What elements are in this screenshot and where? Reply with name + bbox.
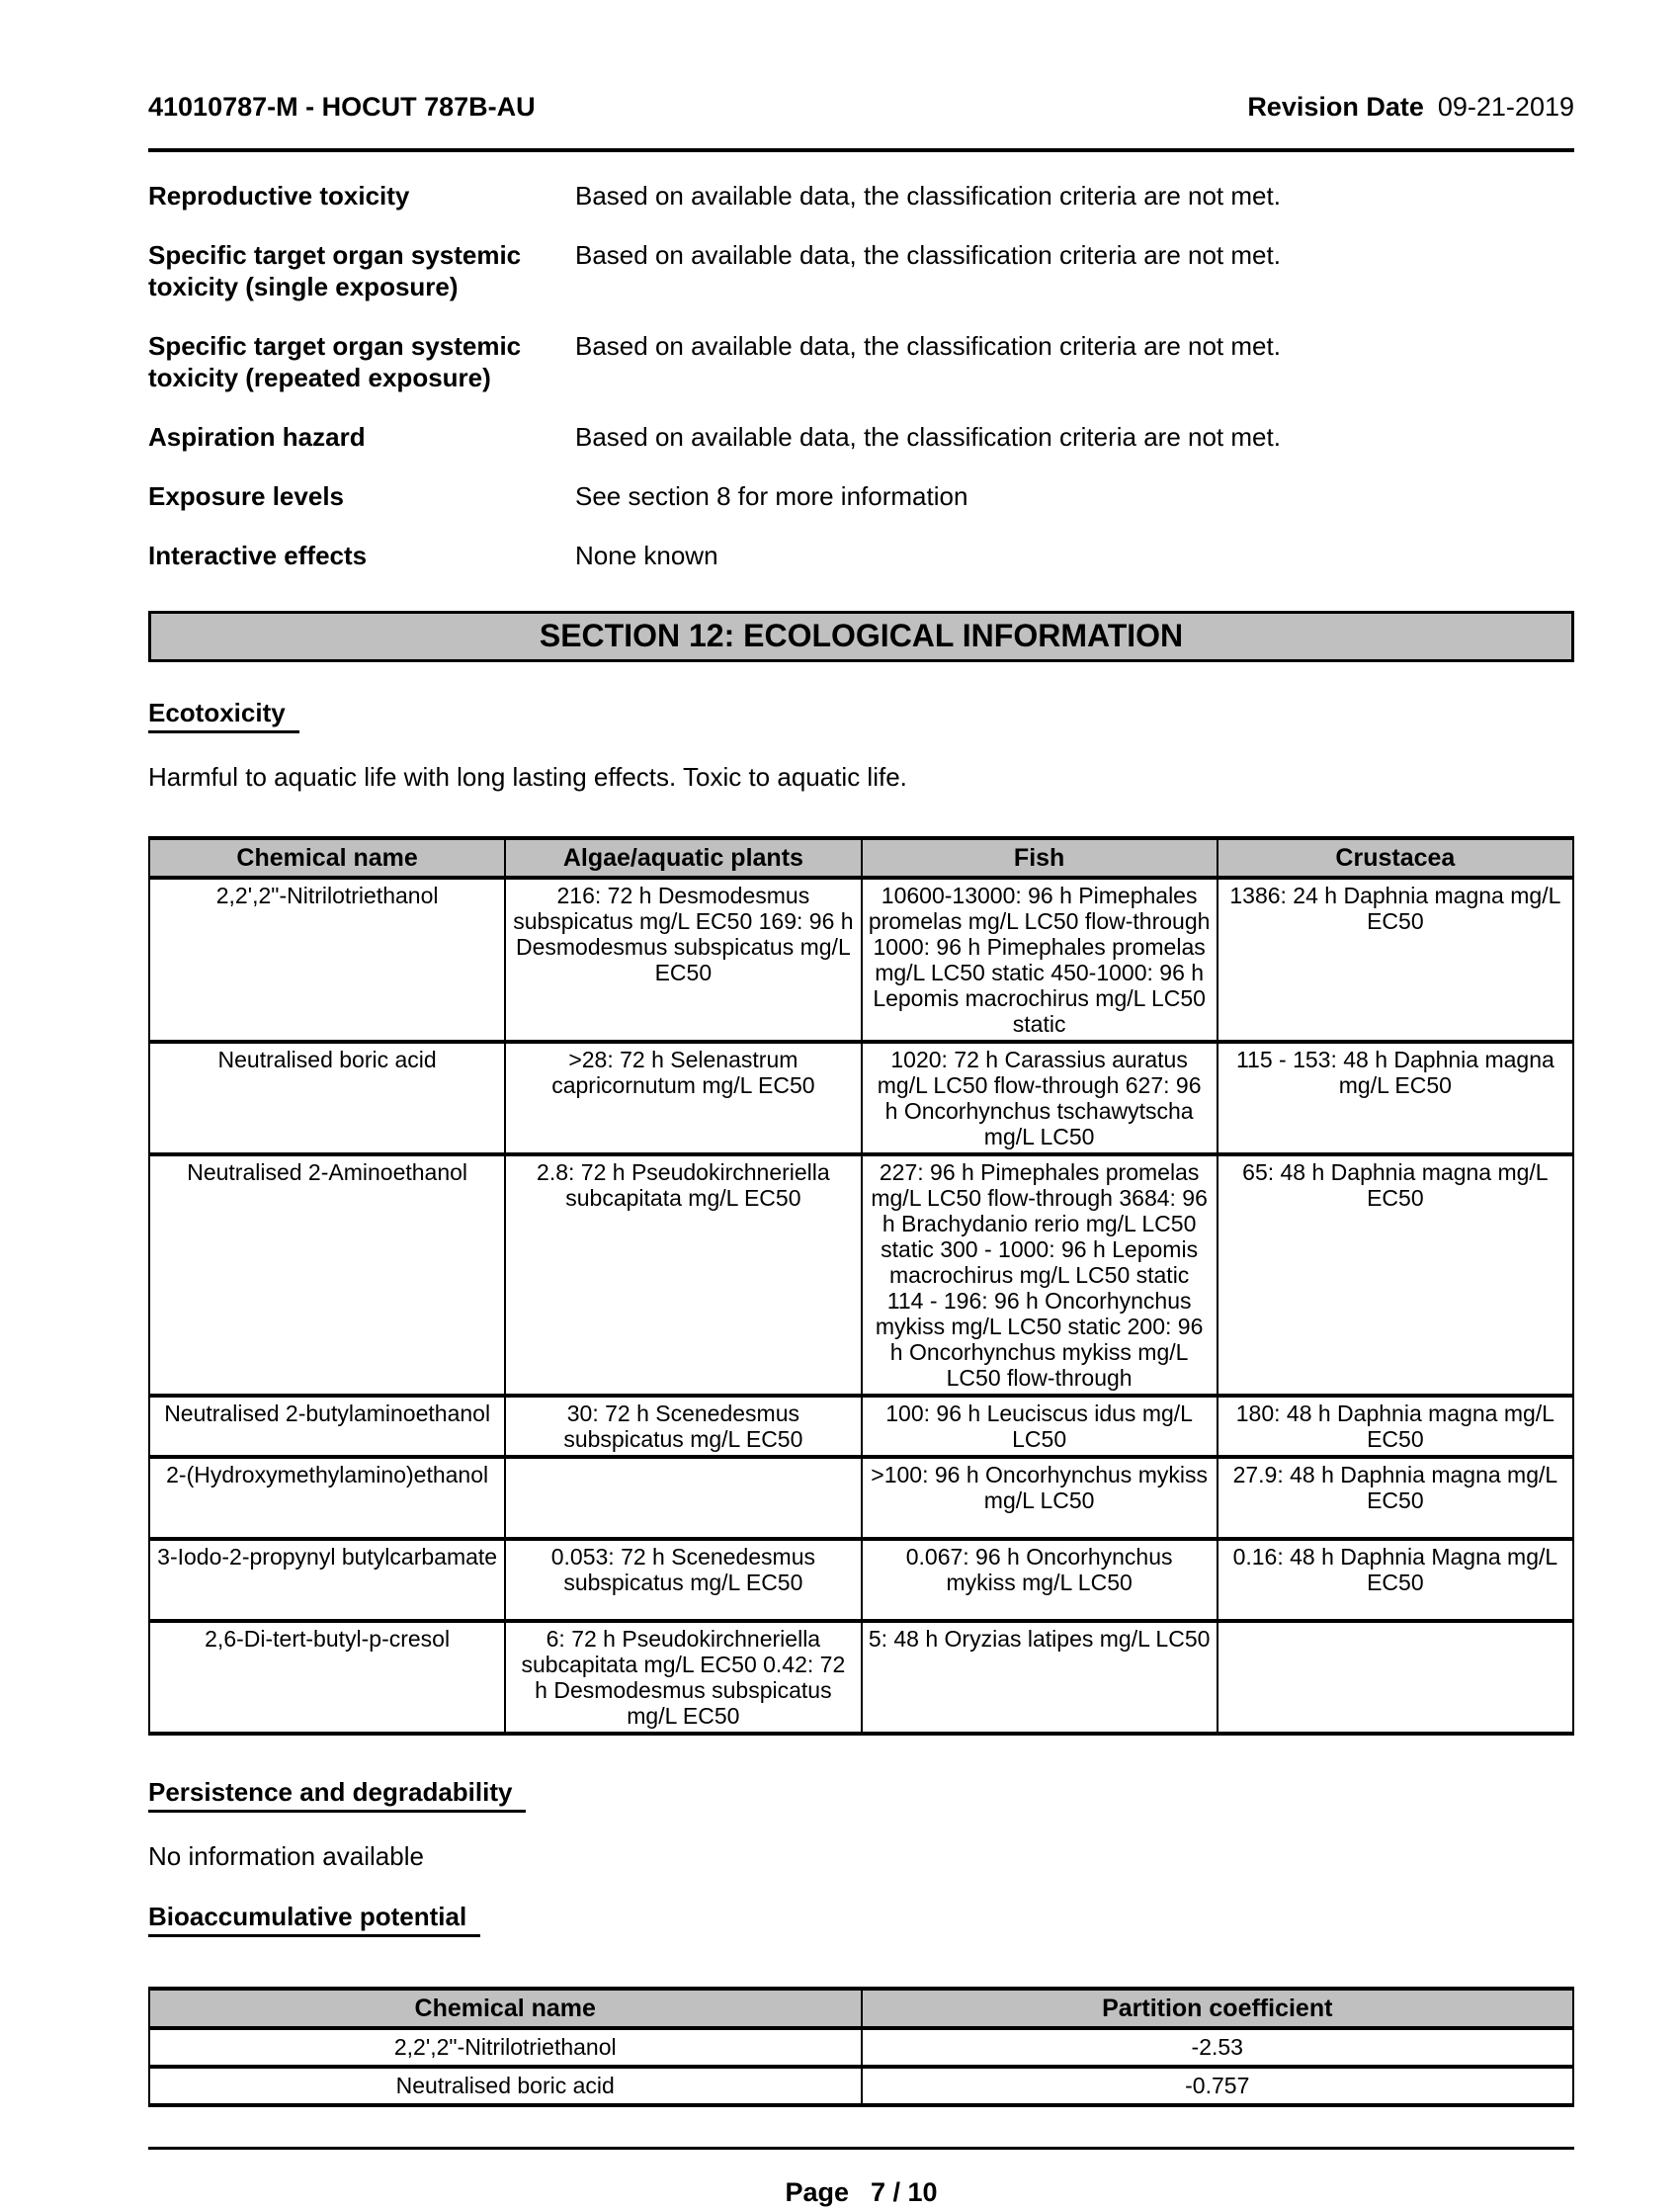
- chemical-name-cell: 2,2',2"-Nitrilotriethanol: [149, 878, 505, 1042]
- toxicity-item: [148, 540, 1574, 571]
- toxicity-item-value: See section 8 for more information: [575, 481, 968, 511]
- toxicity-item-label: Aspiration hazard: [148, 422, 366, 452]
- algae-cell: >28: 72 h Selenastrum capricornutum mg/L EC50: [505, 1042, 861, 1154]
- table-row: [149, 878, 1573, 1042]
- page-footer: [148, 2177, 1574, 2208]
- toxicity-item-label: Interactive effects: [148, 541, 368, 570]
- table-row: [149, 1457, 1573, 1539]
- toxicity-item: [148, 239, 1574, 302]
- page-label: Page: [785, 2177, 849, 2207]
- crustacea-cell: [1218, 1621, 1573, 1734]
- crustacea-cell: 27.9: 48 h Daphnia magna mg/L EC50: [1218, 1457, 1573, 1539]
- algae-cell: 216: 72 h Desmodesmus subspicatus mg/L EC50 169: 96 h Desmodesmus subspicatus mg/L EC50: [505, 878, 861, 1042]
- chemical-name-cell: Neutralised boric acid: [149, 2067, 862, 2105]
- table-header-row: [149, 838, 1573, 878]
- header-divider: [148, 148, 1574, 152]
- chemical-name-cell: 2-(Hydroxymethylamino)ethanol: [149, 1457, 505, 1539]
- toxicity-item: [148, 421, 1574, 453]
- algae-cell: 6: 72 h Pseudokirchneriella subcapitata mg/L EC50 0.42: 72 h Desmodesmus subspicatus mg/L EC50: [505, 1621, 861, 1734]
- column-header: Partition coefficient: [862, 1989, 1574, 2028]
- table-row: [149, 1154, 1573, 1396]
- toxicity-item-label: Specific target organ systemic toxicity (repeated exposure): [148, 331, 522, 392]
- crustacea-cell: 180: 48 h Daphnia magna mg/L EC50: [1218, 1396, 1573, 1457]
- toxicity-item-label: Exposure levels: [148, 481, 344, 511]
- fish-cell: 0.067: 96 h Oncorhynchus mykiss mg/L LC50: [862, 1539, 1218, 1621]
- toxicity-item-label: Reproductive toxicity: [148, 181, 410, 211]
- persistence-text: No information available: [148, 1841, 424, 1871]
- column-header: Chemical name: [149, 838, 505, 878]
- fish-cell: 227: 96 h Pimephales promelas mg/L LC50 flow-through 3684: 96 h Brachydanio rerio mg/L LC50 static 300 - 1000: 96 h Lepomis macrochirus mg/L LC50 static 114 - 196: 96 h Oncorhynchus mykiss mg/L LC50 static 200: 96 h Oncorhynchus mykiss mg/L LC50 flow-through: [862, 1154, 1218, 1396]
- algae-cell: 30: 72 h Scenedesmus subspicatus mg/L EC50: [505, 1396, 861, 1457]
- fish-cell: 10600-13000: 96 h Pimephales promelas mg/L LC50 flow-through 1000: 96 h Pimephales promelas mg/L LC50 static 450-1000: 96 h Lepomis macrochirus mg/L LC50 static: [862, 878, 1218, 1042]
- fish-cell: 5: 48 h Oryzias latipes mg/L LC50: [862, 1621, 1218, 1734]
- table-row: [149, 1621, 1573, 1734]
- bioaccumulative-heading: Bioaccumulative potential: [148, 1902, 480, 1937]
- algae-cell: 0.053: 72 h Scenedesmus subspicatus mg/L EC50: [505, 1539, 861, 1621]
- ecotoxicity-table: [148, 836, 1574, 1736]
- partition-coefficient-table: [148, 1987, 1574, 2107]
- toxicity-item-label: Specific target organ systemic toxicity (single exposure): [148, 240, 522, 301]
- document-header: [148, 91, 1574, 123]
- revision-date-value: 09-21-2019: [1437, 92, 1574, 122]
- persistence-heading: Persistence and degradability: [148, 1777, 526, 1813]
- ecotoxicity-heading: Ecotoxicity: [148, 698, 299, 733]
- toxicity-item-value: Based on available data, the classification criteria are not met.: [575, 181, 1281, 211]
- table-row: [149, 1539, 1573, 1621]
- chemical-name-cell: Neutralised 2-butylaminoethanol: [149, 1396, 505, 1457]
- chemical-name-cell: Neutralised 2-Aminoethanol: [149, 1154, 505, 1396]
- fish-cell: >100: 96 h Oncorhynchus mykiss mg/L LC50: [862, 1457, 1218, 1539]
- toxicity-item: [148, 180, 1574, 212]
- table-row: [149, 1396, 1573, 1457]
- crustacea-cell: 0.16: 48 h Daphnia Magna mg/L EC50: [1218, 1539, 1573, 1621]
- partition-coefficient-cell: -0.757: [862, 2067, 1574, 2105]
- algae-cell: 2.8: 72 h Pseudokirchneriella subcapitata mg/L EC50: [505, 1154, 861, 1396]
- column-header: Chemical name: [149, 1989, 862, 2028]
- toxicity-item-value: Based on available data, the classification criteria are not met.: [575, 331, 1281, 361]
- toxicity-statement-list: [148, 180, 1574, 571]
- toxicity-item: [148, 330, 1574, 393]
- toxicity-item: [148, 480, 1574, 512]
- revision-date: [1247, 91, 1574, 123]
- toxicity-item-value: Based on available data, the classification criteria are not met.: [575, 422, 1281, 452]
- fish-cell: 100: 96 h Leuciscus idus mg/L LC50: [862, 1396, 1218, 1457]
- product-title: 41010787-M - HOCUT 787B-AU: [148, 92, 536, 122]
- chemical-name-cell: 2,2',2"-Nitrilotriethanol: [149, 2028, 862, 2067]
- crustacea-cell: 115 - 153: 48 h Daphnia magna mg/L EC50: [1218, 1042, 1573, 1154]
- toxicity-item-value: Based on available data, the classification criteria are not met.: [575, 240, 1281, 270]
- table-row: [149, 2067, 1573, 2105]
- footer-divider: [148, 2147, 1574, 2150]
- section-12-banner: SECTION 12: ECOLOGICAL INFORMATION: [148, 611, 1574, 662]
- page-number: 7 / 10: [870, 2177, 938, 2207]
- chemical-name-cell: 2,6-Di-tert-butyl-p-cresol: [149, 1621, 505, 1734]
- chemical-name-cell: Neutralised boric acid: [149, 1042, 505, 1154]
- chemical-name-cell: 3-Iodo-2-propynyl butylcarbamate: [149, 1539, 505, 1621]
- column-header: Algae/aquatic plants: [505, 838, 861, 878]
- crustacea-cell: 65: 48 h Daphnia magna mg/L EC50: [1218, 1154, 1573, 1396]
- fish-cell: 1020: 72 h Carassius auratus mg/L LC50 flow-through 627: 96 h Oncorhynchus tschawytscha mg/L LC50: [862, 1042, 1218, 1154]
- revision-date-label: Revision Date: [1247, 92, 1424, 122]
- table-row: [149, 1042, 1573, 1154]
- column-header: Fish: [862, 838, 1218, 878]
- crustacea-cell: 1386: 24 h Daphnia magna mg/L EC50: [1218, 878, 1573, 1042]
- table-header-row: [149, 1989, 1573, 2028]
- partition-coefficient-cell: -2.53: [862, 2028, 1574, 2067]
- table-row: [149, 2028, 1573, 2067]
- ecotoxicity-summary: Harmful to aquatic life with long lasting effects. Toxic to aquatic life.: [148, 762, 907, 792]
- column-header: Crustacea: [1218, 838, 1573, 878]
- algae-cell: [505, 1457, 861, 1539]
- toxicity-item-value: None known: [575, 541, 718, 570]
